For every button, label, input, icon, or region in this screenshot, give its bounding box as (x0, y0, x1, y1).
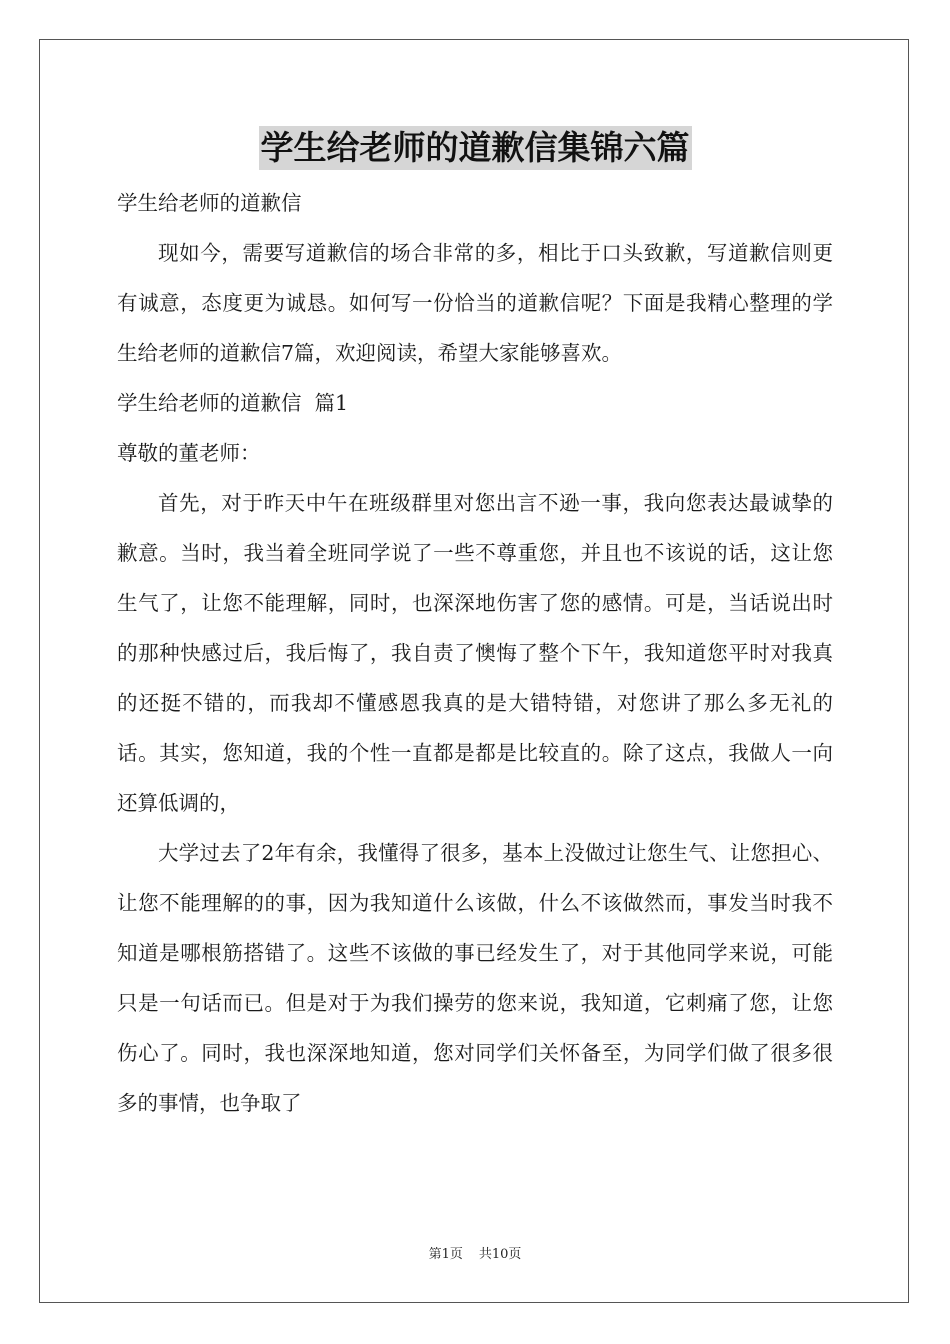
page-number: 第1页 (428, 1247, 463, 1262)
title-container (0, 126, 950, 170)
document-title: 学生给老师的道歉信集锦六篇 (259, 126, 692, 170)
salutation: 尊敬的董老师： (117, 441, 261, 465)
document-subtitle: 学生给老师的道歉信 (117, 191, 302, 215)
body-paragraph-1: 首先，对于昨天中午在班级群里对您出言不逊一事，我向您表达最诚挚的歉意。当时，我当着全班同学说了一些不尊重您，并且也不该说的话，这让您生气了，让您不能理解，同时，也深深地伤害了您的感情。可是，当话说出时的那种快感过后，我后悔了，我自责了懊悔了整个下午，我知道您平时对我真的还挺不错的，而我却不懂感恩我真的是大错特错，对您讲了那么多无礼的话。其实，您知道，我的个性一直都是都是比较直的。除了这点，我做人一向还算低调的， (117, 491, 833, 815)
page-total: 共10页 (478, 1247, 522, 1262)
intro-paragraph: 现如今，需要写道歉信的场合非常的多，相比于口头致歉，写道歉信则更有诚意，态度更为诚恳。如何写一份恰当的道歉信呢？下面是我精心整理的学生给老师的道歉信7篇，欢迎阅读，希望大家能够喜欢。 (117, 241, 833, 365)
section-heading: 学生给老师的道歉信 篇1 (117, 391, 349, 415)
document-body (117, 178, 833, 1128)
page-footer (0, 1246, 950, 1264)
body-paragraph-2: 大学过去了2年有余，我懂得了很多，基本上没做过让您生气、让您担心、让您不能理解的的事，因为我知道什么该做，什么不该做然而，事发当时我不知道是哪根筋搭错了。这些不该做的事已经发生了，对于其他同学来说，可能只是一句话而已。但是对于为我们操劳的您来说，我知道，它刺痛了您，让您伤心了。同时，我也深深地知道，您对同学们关怀备至，为同学们做了很多很多的事情，也争取了 (117, 841, 833, 1115)
